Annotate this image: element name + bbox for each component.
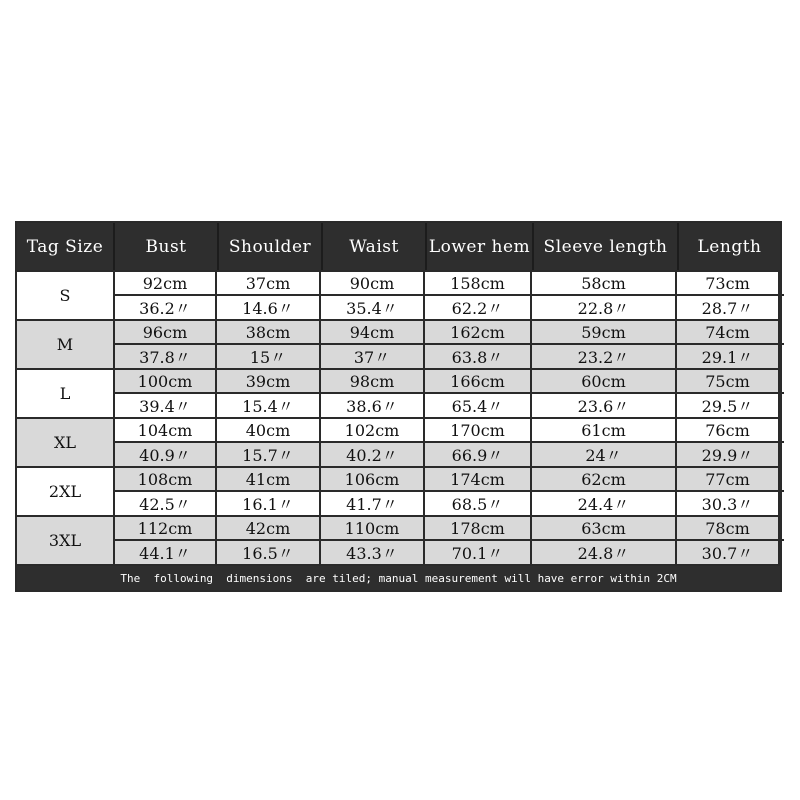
lower-hem-value: 170cm: [425, 419, 532, 441]
length-value: 28.7〃: [677, 296, 778, 319]
shoulder-value: 15.4〃: [217, 394, 321, 417]
lower-hem-value: 63.8〃: [425, 345, 532, 368]
cm-line: [115, 321, 784, 343]
sleeve-length-value: 59cm: [532, 321, 677, 343]
sleeve-length-value: 24〃: [532, 443, 677, 466]
size-tag: 2XL: [17, 468, 115, 515]
waist-value: 90cm: [321, 272, 425, 294]
shoulder-value: 42cm: [217, 517, 321, 539]
size-tag: XL: [17, 419, 115, 466]
lower-hem-value: 66.9〃: [425, 443, 532, 466]
length-value: 73cm: [677, 272, 778, 294]
waist-value: 98cm: [321, 370, 425, 392]
length-value: 78cm: [677, 517, 778, 539]
length-value: 74cm: [677, 321, 778, 343]
sleeve-length-value: 23.6〃: [532, 394, 677, 417]
lower-hem-value: 174cm: [425, 468, 532, 490]
size-row-xl: [17, 417, 780, 466]
shoulder-value: 15〃: [217, 345, 321, 368]
length-value: 30.7〃: [677, 541, 778, 564]
waist-value: 106cm: [321, 468, 425, 490]
cm-line: [115, 468, 784, 490]
size-chart: [15, 221, 782, 592]
inch-line: [115, 343, 784, 368]
bust-value: 108cm: [115, 468, 217, 490]
header-sleeve-length: Sleeve length: [534, 223, 679, 270]
lower-hem-value: 158cm: [425, 272, 532, 294]
size-row-2xl: [17, 466, 780, 515]
lower-hem-value: 162cm: [425, 321, 532, 343]
sleeve-length-value: 22.8〃: [532, 296, 677, 319]
bust-value: 96cm: [115, 321, 217, 343]
waist-value: 43.3〃: [321, 541, 425, 564]
inch-line: [115, 490, 784, 515]
sleeve-length-value: 61cm: [532, 419, 677, 441]
waist-value: 102cm: [321, 419, 425, 441]
bust-value: 42.5〃: [115, 492, 217, 515]
shoulder-value: 39cm: [217, 370, 321, 392]
cm-line: [115, 272, 784, 294]
header-lower-hem: Lower hem: [427, 223, 534, 270]
lower-hem-value: 70.1〃: [425, 541, 532, 564]
sleeve-length-value: 58cm: [532, 272, 677, 294]
length-value: 29.5〃: [677, 394, 778, 417]
lower-hem-value: 178cm: [425, 517, 532, 539]
header-bust: Bust: [115, 223, 219, 270]
size-row-m: [17, 319, 780, 368]
bust-value: 39.4〃: [115, 394, 217, 417]
shoulder-value: 41cm: [217, 468, 321, 490]
header-row: [17, 223, 780, 270]
waist-value: 38.6〃: [321, 394, 425, 417]
sleeve-length-value: 24.8〃: [532, 541, 677, 564]
lower-hem-value: 65.4〃: [425, 394, 532, 417]
cm-line: [115, 517, 784, 539]
lower-hem-value: 166cm: [425, 370, 532, 392]
cm-line: [115, 419, 784, 441]
header-waist: Waist: [323, 223, 427, 270]
bust-value: 112cm: [115, 517, 217, 539]
length-value: 77cm: [677, 468, 778, 490]
waist-value: 40.2〃: [321, 443, 425, 466]
length-value: 29.1〃: [677, 345, 778, 368]
lower-hem-value: 62.2〃: [425, 296, 532, 319]
bust-value: 92cm: [115, 272, 217, 294]
size-row-s: [17, 270, 780, 319]
waist-value: 37〃: [321, 345, 425, 368]
bust-value: 40.9〃: [115, 443, 217, 466]
size-tag: M: [17, 321, 115, 368]
length-value: 76cm: [677, 419, 778, 441]
size-tag: S: [17, 272, 115, 319]
length-value: 75cm: [677, 370, 778, 392]
bust-value: 104cm: [115, 419, 217, 441]
header-tag-size: Tag Size: [17, 223, 115, 270]
waist-value: 110cm: [321, 517, 425, 539]
sleeve-length-value: 23.2〃: [532, 345, 677, 368]
sleeve-length-value: 63cm: [532, 517, 677, 539]
size-tag: L: [17, 370, 115, 417]
inch-line: [115, 294, 784, 319]
shoulder-value: 37cm: [217, 272, 321, 294]
measurement-note: The following dimensions are tiled; manual measurement will have error within 2CM: [17, 564, 780, 590]
lower-hem-value: 68.5〃: [425, 492, 532, 515]
bust-value: 44.1〃: [115, 541, 217, 564]
bust-value: 100cm: [115, 370, 217, 392]
size-tag: 3XL: [17, 517, 115, 564]
length-value: 30.3〃: [677, 492, 778, 515]
waist-value: 35.4〃: [321, 296, 425, 319]
bust-value: 36.2〃: [115, 296, 217, 319]
waist-value: 41.7〃: [321, 492, 425, 515]
header-shoulder: Shoulder: [219, 223, 323, 270]
sleeve-length-value: 62cm: [532, 468, 677, 490]
waist-value: 94cm: [321, 321, 425, 343]
shoulder-value: 40cm: [217, 419, 321, 441]
inch-line: [115, 539, 784, 564]
size-row-l: [17, 368, 780, 417]
shoulder-value: 38cm: [217, 321, 321, 343]
cm-line: [115, 370, 784, 392]
sleeve-length-value: 24.4〃: [532, 492, 677, 515]
shoulder-value: 16.1〃: [217, 492, 321, 515]
sleeve-length-value: 60cm: [532, 370, 677, 392]
header-length: Length: [697, 236, 762, 257]
shoulder-value: 15.7〃: [217, 443, 321, 466]
shoulder-value: 16.5〃: [217, 541, 321, 564]
shoulder-value: 14.6〃: [217, 296, 321, 319]
inch-line: [115, 392, 784, 417]
bust-value: 37.8〃: [115, 345, 217, 368]
size-row-3xl: [17, 515, 780, 564]
length-value: 29.9〃: [677, 443, 778, 466]
inch-line: [115, 441, 784, 466]
